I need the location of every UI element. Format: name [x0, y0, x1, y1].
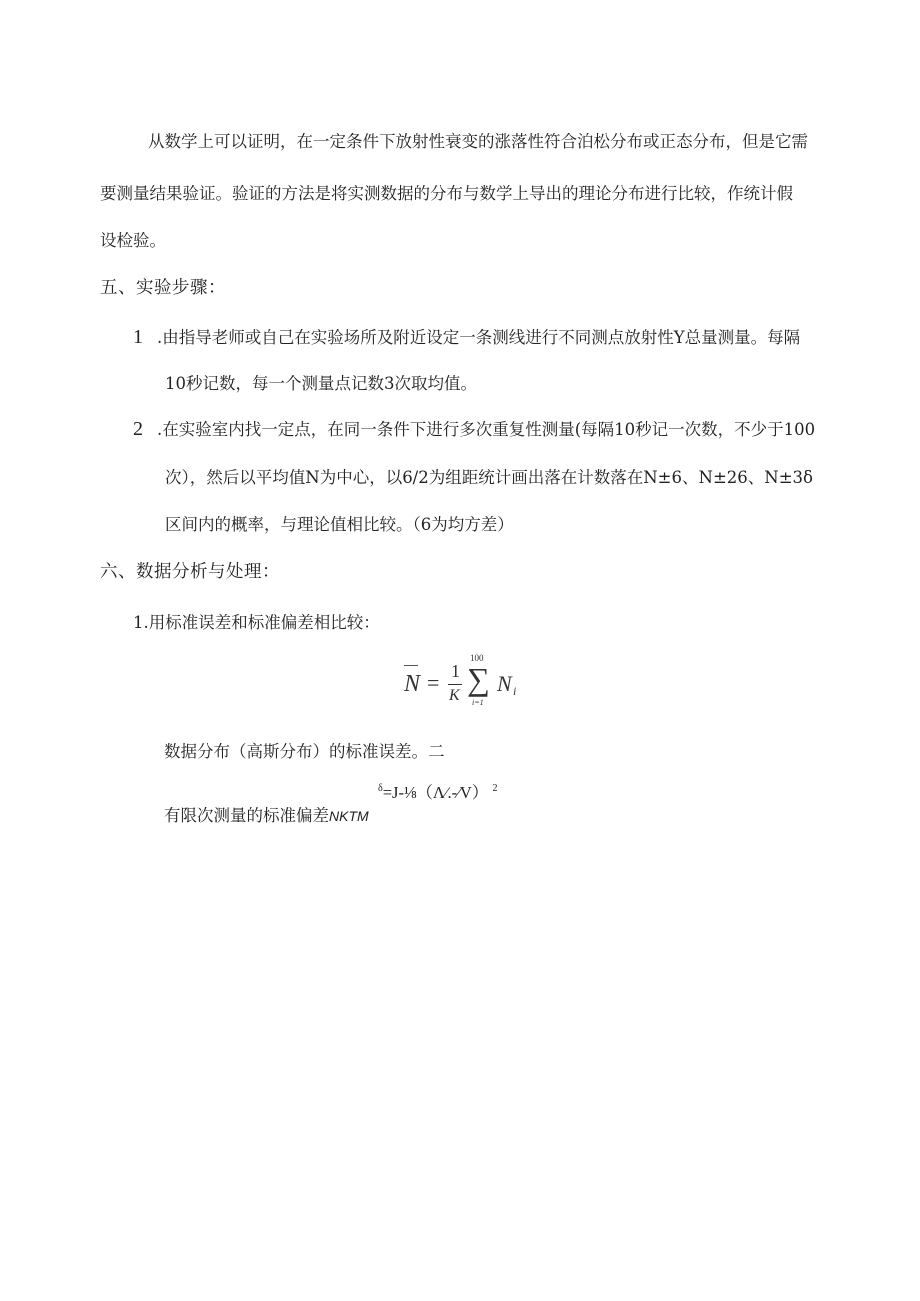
mean-overline — [404, 665, 418, 666]
formula-term-subscript: i — [513, 684, 517, 698]
formula-denominator: K — [449, 687, 460, 704]
section-6-title: 六、数据分析与处理： — [100, 562, 280, 582]
step-1-line-1: .由指导老师或自己在实验场所及附近设定一条测线进行不同测点放射性Y总量测量。每隔 — [157, 328, 801, 347]
sigma-power: 2 — [492, 783, 498, 794]
std-dev-line — [164, 805, 369, 827]
formula-numerator: 1 — [451, 661, 460, 681]
sigma-body: =J-⅛（Λ∕.-∕V） — [382, 783, 489, 802]
sigma-formula — [378, 779, 497, 803]
formula-term: N — [497, 671, 512, 696]
std-dev-text: 有限次测量的标准偏差 — [164, 806, 329, 825]
sum-symbol: ∑ — [467, 661, 490, 697]
std-dev-suffix: NKTM — [329, 808, 369, 824]
mean-formula — [396, 653, 526, 717]
sigma-prefix: δ — [378, 783, 383, 794]
step-2-number: 2 — [133, 418, 143, 440]
step-1-number: 1 — [133, 326, 143, 348]
intro-line-2: 要测量结果验证。验证的方法是将实测数据的分布与数学上导出的理论分布进行比较，作统计假 — [100, 184, 793, 203]
formula-equals: = — [427, 670, 440, 695]
sum-lower-limit: i=1 — [472, 698, 484, 707]
formula-lhs: N — [404, 671, 421, 697]
step-2-line-3: 区间内的概率，与理论值相比较。（6为均方差） — [165, 515, 514, 534]
fraction-bar — [448, 684, 462, 685]
sum-upper-limit: 100 — [470, 653, 484, 663]
intro-line-1: 从数学上可以证明，在一定条件下放射性衰变的涨落性符合泊松分布或正态分布，但是它需 — [148, 132, 808, 151]
section-5-title: 五、实验步骤： — [100, 278, 226, 298]
step-1-line-2: 10秒记数，每一个测量点记数3次取均值。 — [165, 374, 477, 393]
step-2-line-1: .在实验室内找一定点，在同一条件下进行多次重复性测量(每隔10秒记一次数，不少于100 — [157, 420, 816, 439]
analysis-item-1: 1.用标准误差和标准偏差相比较： — [133, 613, 380, 632]
std-error-text: 数据分布（高斯分布）的标准误差。二 — [164, 742, 445, 761]
step-2-line-2: 次），然后以平均值N为中心，以6/2为组距统计画出落在计数落在N±6、N±26、N±3δ — [165, 468, 813, 487]
intro-line-3: 设检验。 — [100, 231, 166, 250]
